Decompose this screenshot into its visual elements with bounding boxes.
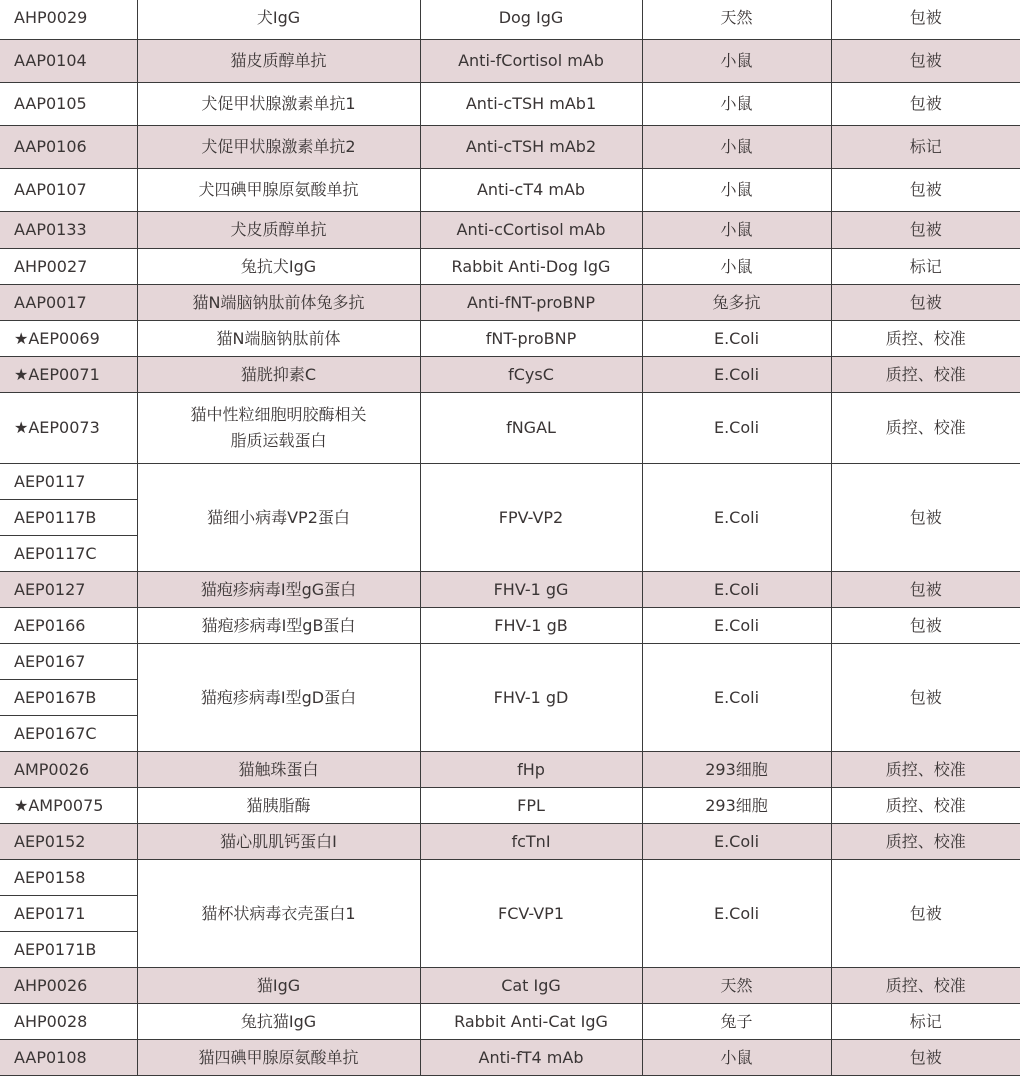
product-code-cell: AEP0152 — [0, 824, 137, 860]
english-name-cell: Anti-fT4 mAb — [420, 1040, 642, 1076]
english-name-cell: Anti-cTSH mAb2 — [420, 126, 642, 169]
source-cell: 天然 — [642, 968, 831, 1004]
english-name-cell: Dog IgG — [420, 0, 642, 40]
product-name-cell: 犬IgG — [137, 0, 420, 40]
english-name-cell: Anti-cTSH mAb1 — [420, 83, 642, 126]
product-code-cell: AAP0133 — [0, 212, 137, 249]
application-cell: 标记 — [831, 126, 1020, 169]
table-row — [0, 1004, 1020, 1040]
product-name-cell: 猫中性粒细胞明胶酶相关 脂质运载蛋白 — [137, 393, 420, 464]
product-name-cell: 兔抗猫IgG — [137, 1004, 420, 1040]
table-row — [0, 357, 1020, 393]
english-name-cell: fNGAL — [420, 393, 642, 464]
product-code-cell: AHP0029 — [0, 0, 137, 40]
product-name-cell: 猫疱疹病毒I型gG蛋白 — [137, 572, 420, 608]
product-code-cell: AHP0027 — [0, 249, 137, 285]
product-code-cell: AAP0017 — [0, 285, 137, 321]
table-row — [0, 464, 1020, 500]
product-name-cell: 猫N端脑钠肽前体兔多抗 — [137, 285, 420, 321]
product-code-cell: AAP0106 — [0, 126, 137, 169]
table-row — [0, 169, 1020, 212]
source-cell: E.Coli — [642, 608, 831, 644]
english-name-cell: Anti-fCortisol mAb — [420, 40, 642, 83]
source-cell: 小鼠 — [642, 212, 831, 249]
application-cell: 包被 — [831, 608, 1020, 644]
product-code-cell: AHP0026 — [0, 968, 137, 1004]
product-name-cell: 猫N端脑钠肽前体 — [137, 321, 420, 357]
application-cell: 质控、校准 — [831, 788, 1020, 824]
application-cell: 质控、校准 — [831, 393, 1020, 464]
english-name-cell: FPV-VP2 — [420, 464, 642, 572]
source-cell: E.Coli — [642, 321, 831, 357]
english-name-cell: Rabbit Anti-Cat IgG — [420, 1004, 642, 1040]
english-name-cell: fcTnI — [420, 824, 642, 860]
table-row — [0, 608, 1020, 644]
english-name-cell: FCV-VP1 — [420, 860, 642, 968]
table-row — [0, 212, 1020, 249]
product-code-cell: ★AEP0073 — [0, 393, 137, 464]
english-name-cell: Anti-fNT-proBNP — [420, 285, 642, 321]
product-name-cell: 犬促甲状腺激素单抗1 — [137, 83, 420, 126]
product-name-cell: 猫IgG — [137, 968, 420, 1004]
source-cell: 小鼠 — [642, 83, 831, 126]
english-name-cell: fNT-proBNP — [420, 321, 642, 357]
product-code-cell: AEP0171B — [0, 932, 137, 968]
product-name-cell: 猫疱疹病毒I型gB蛋白 — [137, 608, 420, 644]
application-cell: 包被 — [831, 1040, 1020, 1076]
application-cell: 包被 — [831, 860, 1020, 968]
table-row — [0, 393, 1020, 464]
source-cell: 293细胞 — [642, 788, 831, 824]
product-name-cell: 猫皮质醇单抗 — [137, 40, 420, 83]
product-name-cell: 犬四碘甲腺原氨酸单抗 — [137, 169, 420, 212]
source-cell: 小鼠 — [642, 126, 831, 169]
table-row — [0, 1040, 1020, 1076]
product-name-cell: 猫胰脂酶 — [137, 788, 420, 824]
english-name-cell: FHV-1 gD — [420, 644, 642, 752]
product-code-cell: AEP0167C — [0, 716, 137, 752]
product-code-cell: ★AEP0071 — [0, 357, 137, 393]
product-code-cell: AEP0117 — [0, 464, 137, 500]
application-cell: 包被 — [831, 285, 1020, 321]
product-code-cell: AEP0171 — [0, 896, 137, 932]
product-code-cell: AEP0117C — [0, 536, 137, 572]
table-row — [0, 644, 1020, 680]
source-cell: E.Coli — [642, 572, 831, 608]
source-cell: E.Coli — [642, 357, 831, 393]
product-code-cell: AHP0028 — [0, 1004, 137, 1040]
application-cell: 包被 — [831, 169, 1020, 212]
application-cell: 包被 — [831, 212, 1020, 249]
english-name-cell: Cat IgG — [420, 968, 642, 1004]
application-cell: 质控、校准 — [831, 824, 1020, 860]
application-cell: 质控、校准 — [831, 321, 1020, 357]
product-code-cell: AAP0104 — [0, 40, 137, 83]
product-name-cell: 猫心肌肌钙蛋白I — [137, 824, 420, 860]
table-row — [0, 572, 1020, 608]
english-name-cell: Rabbit Anti-Dog IgG — [420, 249, 642, 285]
table-row — [0, 285, 1020, 321]
english-name-cell: FHV-1 gG — [420, 572, 642, 608]
table-row — [0, 968, 1020, 1004]
application-cell: 包被 — [831, 644, 1020, 752]
source-cell: 小鼠 — [642, 169, 831, 212]
product-code-cell: AEP0117B — [0, 500, 137, 536]
source-cell: E.Coli — [642, 464, 831, 572]
product-code-cell: AEP0167 — [0, 644, 137, 680]
product-name-cell: 猫杯状病毒衣壳蛋白1 — [137, 860, 420, 968]
table-row — [0, 126, 1020, 169]
product-name-cell: 犬皮质醇单抗 — [137, 212, 420, 249]
table-row — [0, 40, 1020, 83]
table-row — [0, 860, 1020, 896]
source-cell: 小鼠 — [642, 1040, 831, 1076]
application-cell: 标记 — [831, 249, 1020, 285]
table-row — [0, 752, 1020, 788]
source-cell: 293细胞 — [642, 752, 831, 788]
product-name-cell: 猫触珠蛋白 — [137, 752, 420, 788]
source-cell: E.Coli — [642, 393, 831, 464]
product-name-cell: 猫胱抑素C — [137, 357, 420, 393]
product-code-cell: ★AMP0075 — [0, 788, 137, 824]
product-code-cell: AEP0166 — [0, 608, 137, 644]
source-cell: 小鼠 — [642, 249, 831, 285]
source-cell: E.Coli — [642, 644, 831, 752]
product-name-cell: 猫细小病毒VP2蛋白 — [137, 464, 420, 572]
table-row — [0, 824, 1020, 860]
application-cell: 质控、校准 — [831, 357, 1020, 393]
product-name-cell: 猫疱疹病毒I型gD蛋白 — [137, 644, 420, 752]
product-name-cell: 猫四碘甲腺原氨酸单抗 — [137, 1040, 420, 1076]
product-code-cell: AAP0107 — [0, 169, 137, 212]
source-cell: 兔多抗 — [642, 285, 831, 321]
table-row — [0, 83, 1020, 126]
english-name-cell: Anti-cCortisol mAb — [420, 212, 642, 249]
source-cell: E.Coli — [642, 824, 831, 860]
product-name-cell: 犬促甲状腺激素单抗2 — [137, 126, 420, 169]
table-row — [0, 321, 1020, 357]
product-code-cell: AEP0127 — [0, 572, 137, 608]
application-cell: 质控、校准 — [831, 752, 1020, 788]
english-name-cell: FHV-1 gB — [420, 608, 642, 644]
english-name-cell: fHp — [420, 752, 642, 788]
table-row — [0, 249, 1020, 285]
application-cell: 包被 — [831, 572, 1020, 608]
english-name-cell: FPL — [420, 788, 642, 824]
source-cell: 兔子 — [642, 1004, 831, 1040]
source-cell: 天然 — [642, 0, 831, 40]
source-cell: 小鼠 — [642, 40, 831, 83]
product-code-cell: ★AEP0069 — [0, 321, 137, 357]
product-code-cell: AEP0167B — [0, 680, 137, 716]
product-code-cell: AMP0026 — [0, 752, 137, 788]
english-name-cell: fCysC — [420, 357, 642, 393]
english-name-cell: Anti-cT4 mAb — [420, 169, 642, 212]
application-cell: 包被 — [831, 83, 1020, 126]
product-code-cell: AAP0105 — [0, 83, 137, 126]
product-code-cell: AAP0108 — [0, 1040, 137, 1076]
application-cell: 质控、校准 — [831, 968, 1020, 1004]
product-code-cell: AEP0158 — [0, 860, 137, 896]
source-cell: E.Coli — [642, 860, 831, 968]
application-cell: 包被 — [831, 0, 1020, 40]
application-cell: 包被 — [831, 40, 1020, 83]
application-cell: 标记 — [831, 1004, 1020, 1040]
product-name-cell: 兔抗犬IgG — [137, 249, 420, 285]
application-cell: 包被 — [831, 464, 1020, 572]
table-row — [0, 0, 1020, 40]
table-row — [0, 788, 1020, 824]
